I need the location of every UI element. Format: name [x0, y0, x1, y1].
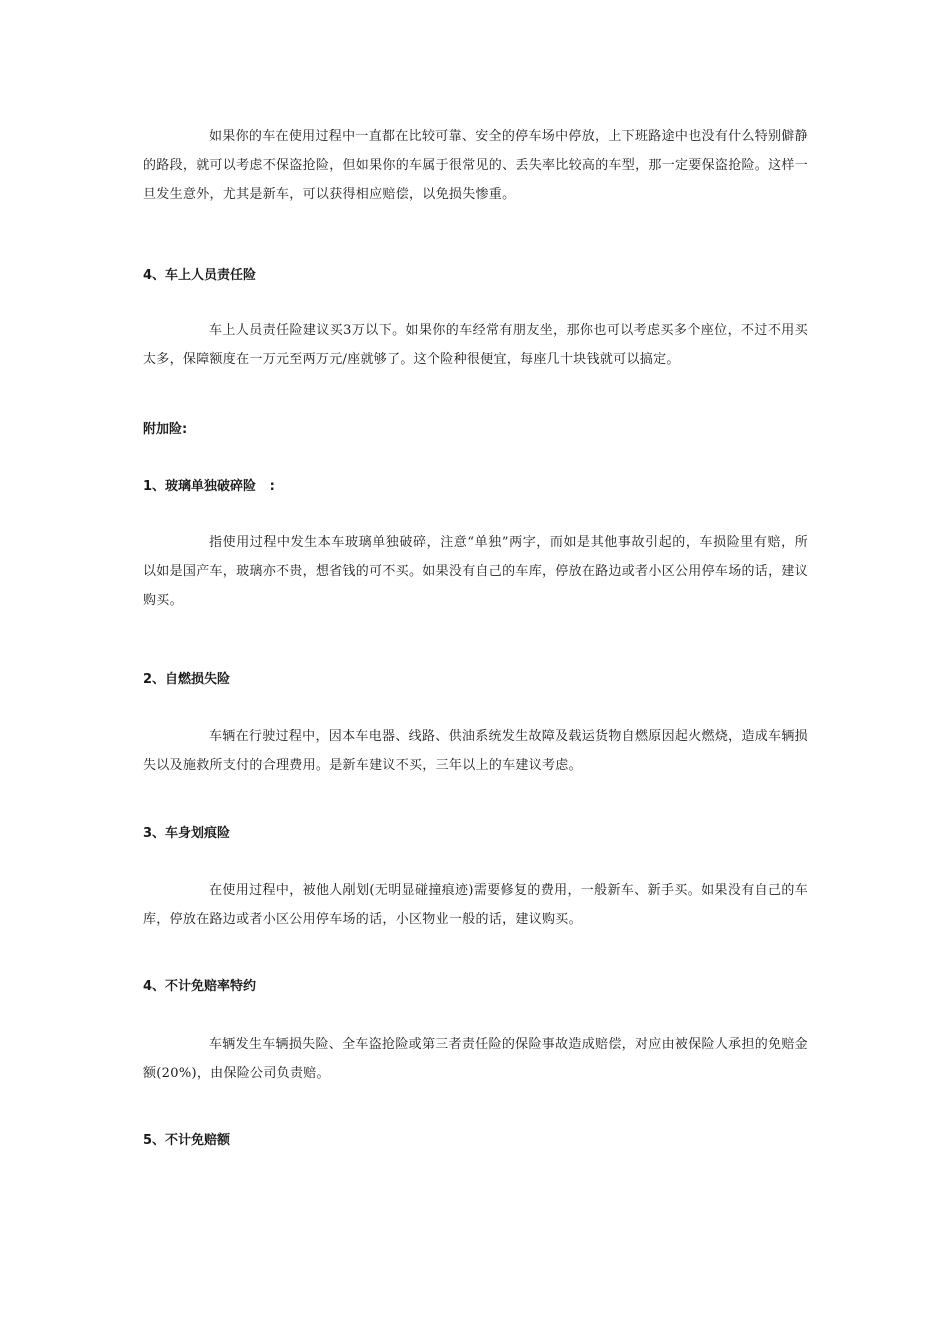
heading-additional-insurance: 附加险:: [143, 422, 188, 437]
heading-spontaneous-combustion: 2、自燃损失险: [143, 672, 231, 687]
paragraph-theft-insurance: 如果你的车在使用过程中一直都在比较可靠、安全的停车场中停放，上下班路途中也没有什么特别僻静的路段，就可以考虑不保盗抢险，但如果你的车属于很常见的、丢失率比较高的车型，那一定要保盗抢险。这样一旦发生意外，尤其是新车，可以获得相应赔偿，以免损失惨重。: [143, 129, 809, 202]
heading-deductible-waiver: 5、不计免赔额: [143, 1133, 231, 1148]
heading-body-scratch: 3、车身划痕险: [143, 826, 231, 841]
paragraph-deductible-rate-waiver: 车辆发生车辆损失险、全车盗抢险或第三者责任险的保险事故造成赔偿，对应由被保险人承担的免赔金额(20%)，由保险公司负责赔。: [143, 1037, 808, 1081]
paragraph-passenger-liability: 车上人员责任险建议买3万以下。如果你的车经常有朋友坐，那你也可以考虑买多个座位，不过不用买太多，保障额度在一万元至两万元/座就够了。这个险种很便宜，每座几十块钱就可以搞定。: [143, 323, 808, 367]
paragraph-spontaneous-combustion: 车辆在行驶过程中，因本车电器、线路、供油系统发生故障及载运货物自燃原因起火燃烧，造成车辆损失以及施救所支付的合理费用。是新车建议不买，三年以上的车建议考虑。: [143, 729, 808, 773]
paragraph-body-scratch: 在使用过程中，被他人剐划(无明显碰撞痕迹)需要修复的费用，一般新车、新手买。如果没有自己的车库，停放在路边或者小区公用停车场的话，小区物业一般的话，建议购买。: [143, 883, 808, 927]
heading-deductible-rate-waiver: 4、不计免赔率特约: [143, 979, 257, 994]
paragraph-glass-breakage: 指使用过程中发生本车玻璃单独破碎，注意“单独”两字，而如是其他事故引起的，车损险里有赔，所以如是国产车，玻璃亦不贵，想省钱的可不买。如果没有自己的车库，停放在路边或者小区公用停车场的话，建议购买。: [143, 535, 809, 608]
heading-passenger-liability: 4、车上人员责任险: [143, 268, 257, 283]
heading-glass-breakage: 1、玻璃单独破碎险 :: [143, 479, 275, 494]
